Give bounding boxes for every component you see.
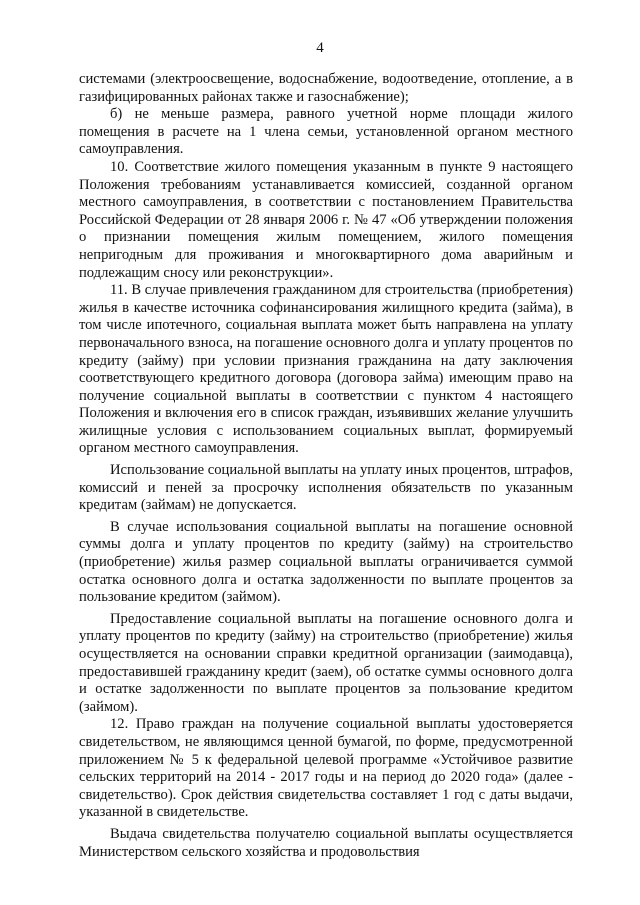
paragraph-item-12: 12. Право граждан на получение социальной выплаты удостоверяется свидетельством, не являющимся ценной бумагой, по форме, предусмотренной приложением № 5 к федеральной целевой программе «Устойчивое развитие сельских территорий на 2014 - 2017 годы и на период до 2020 года» (далее - свидетельство). Срок действия свидетельства составляет 1 год с даты выдачи, указанной в свидетельстве. bbox=[79, 716, 573, 821]
paragraph-item-10: 10. Соответствие жилого помещения указанным в пункте 9 настоящего Положения требованиям устанавливается комиссией, созданной органом местного самоуправления, в соответствии с постановлением Правительства Российской Федерации от 28 января 2006 г. № 47 «Об утверждении положения о признании помещения жилым помещением, жилого помещения непригодным для проживания и многоквартирного дома аварийным и подлежащим сносу или реконструкции». bbox=[79, 158, 573, 281]
paragraph-principal-debt: В случае использования социальной выплаты на погашение основной суммы долга и уплату процентов по кредиту (займу) на строительство (приобретение) жилья размер социальной выплаты ограничивается суммой остатка основного долга и остатка задолженности по выплате процентов за пользование кредитом (займом). bbox=[79, 518, 573, 606]
paragraph-other-interest: Использование социальной выплаты на уплату иных процентов, штрафов, комиссий и пеней за просрочку исполнения обязательств по указанным кредитам (займам) не допускается. bbox=[79, 462, 573, 514]
paragraph-certificate-issuance: Выдача свидетельства получателю социальной выплаты осуществляется Министерством сельского хозяйства и продовольствия bbox=[79, 825, 573, 860]
paragraph-subitem-b: б) не меньше размера, равного учетной норме площади жилого помещения в расчете на 1 члена семьи, установленной органом местного самоуправления. bbox=[79, 106, 573, 158]
paragraph-utilities: системами (электроосвещение, водоснабжение, водоотведение, отопление, а в газифицированных районах также и газоснабжение); bbox=[79, 71, 573, 105]
paragraph-item-11: 11. В случае привлечения гражданином для строительства (приобретения) жилья в качестве источника софинансирования жилищного кредита (займа), в том числе ипотечного, социальная выплата может быть направлена на уплату первоначального взноса, на погашение основного долга и уплату процентов по кредиту (займу) при условии признания гражданина на дату заключения соответствующего кредитного договора (договора займа) имеющим право на получение социальной выплаты в соответствии с пунктом 4 настоящего Положения и включения его в список граждан, изъявивших желание улучшить жилищные условия с использованием социальных выплат, формируемый органом местного самоуправления. bbox=[79, 282, 573, 457]
paragraph-bank-certificate: Предоставление социальной выплаты на погашение основного долга и уплату процентов по кредиту (займу) на строительство (приобретение) жилья осуществляется на основании справки кредитной организации (заимодавца), предоставившей гражданину кредит (заем), об остатке суммы основного долга и остатке задолженности по выплате процентов за пользование кредитом (займом). bbox=[79, 610, 573, 715]
page-number: 4 bbox=[316, 40, 324, 56]
document-body bbox=[79, 71, 573, 861]
